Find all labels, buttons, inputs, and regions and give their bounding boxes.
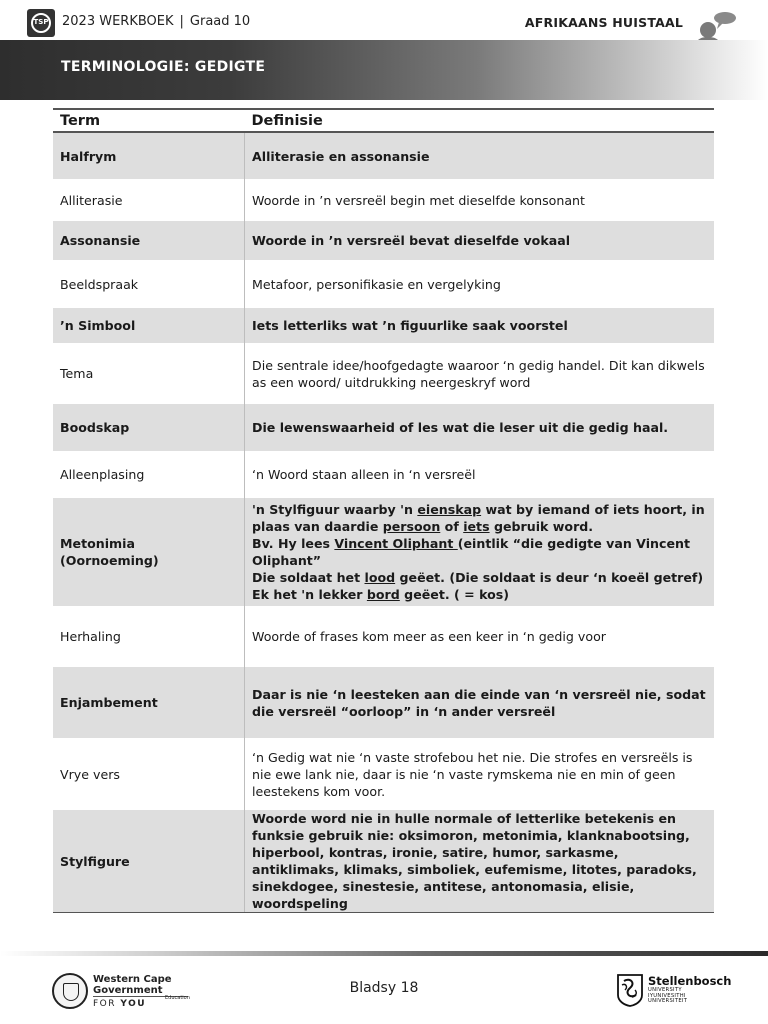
table-row: [53, 810, 714, 913]
definition-cell: ‘n Woord staan alleen in ‘n versreël: [252, 467, 476, 482]
wc-tagline: FOR YOU: [93, 999, 147, 1009]
column-header-definition: Definisie: [245, 109, 715, 132]
term-cell: Metonimia (Oornoeming): [53, 498, 245, 606]
sun-sub-line: UNIVERSITEIT: [648, 998, 688, 1005]
definition-cell: Metafoor, personifikasie en vergelyking: [252, 276, 501, 292]
table-row: [53, 308, 714, 343]
underlined-word: iets: [463, 519, 490, 534]
sun-sub-line: IYUNIVESITHI: [648, 992, 686, 999]
table-row: [53, 738, 714, 810]
definition-cell: 'n Stylfiguur waarby 'n eienskap wat by iemand of iets hoort, in plaas van daardie persoon of iets gebruik word. Bv. Hy lees Vincent Oliphant (eintlik “die gedigte van Vincent Oliphant” Die soldaat het lood geëet. (Die soldaat is deur ‘n koeël getref) Ek het 'n lekker bord geëet. ( = kos): [245, 498, 715, 606]
stellenbosch-logo-icon: [616, 973, 644, 1007]
footer-rule: [0, 951, 768, 956]
definition-cell: Iets letterliks wat ’n figuurlike saak voorstel: [245, 308, 715, 343]
wc-line2: Government: [93, 985, 163, 996]
table-row: [53, 451, 714, 498]
sun-sub-line: UNIVERSITY: [648, 987, 682, 993]
wc-department: Education: [165, 995, 190, 1001]
definition-cell: Die lewenswaarheid of les wat die leser uit die gedig haal.: [245, 404, 715, 451]
table-row: [53, 667, 714, 738]
definition-cell: Woorde in ’n versreël bevat dieselfde vokaal: [245, 221, 715, 260]
grade-label: Graad 10: [189, 14, 251, 29]
underlined-word: persoon: [382, 519, 441, 534]
term-cell: Stylfigure: [53, 810, 245, 913]
tsp-logo-icon: TSP: [27, 9, 55, 37]
term-cell: Assonansie: [53, 221, 245, 260]
section-title: TERMINOLOGIE: GEDIGTE: [61, 59, 266, 75]
table-row: [53, 498, 714, 606]
table-row: [53, 404, 714, 451]
term-cell: Tema: [53, 343, 245, 404]
term-cell: Boodskap: [53, 404, 245, 451]
definition-cell: Woorde of frases kom meer as een keer in ‘n gedig voor: [252, 629, 606, 644]
underlined-word: lood: [364, 570, 396, 585]
page-number: Bladsy 18: [349, 980, 419, 996]
term-cell: Enjambement: [53, 667, 245, 738]
stellenbosch-logo: [616, 972, 732, 1010]
table-row: [53, 179, 714, 221]
term-cell: ’n Simbool: [53, 308, 245, 343]
term-cell: Vrye vers: [53, 738, 245, 810]
definition-cell: Die sentrale idee/hoofgedagte waaroor ‘n gedig handel. Dit kan dikwels as een woord/ uitdrukking neergeskryf word: [252, 357, 705, 390]
definition-cell: ‘n Gedig wat nie ‘n vaste strofebou het nie. Die strofes en versreëls is nie ewe lank nie, daar is nie ‘n vaste rymskema nie en min of geen leestekens kom voor.: [252, 749, 693, 799]
term-cell: Halfrym: [53, 132, 245, 179]
term-cell: Herhaling: [53, 606, 245, 667]
terminology-table: [53, 108, 714, 913]
header-left: [62, 14, 250, 29]
underlined-word: Vincent Oliphant: [334, 536, 458, 551]
definition-cell: Woorde word nie in hulle normale of letterlike betekenis en funksie gebruik nie: oksimoron, metonimia, klanknabootsing, hiperbool, kontras, ironie, satire, humor, sarkasme, antiklimaks, klimaks, simboliek, eufemisme, litotes, paradoks, sinekdogee, sinestesie, antitese, antonomasia, elisie, woordspeling: [245, 810, 715, 913]
table-row: [53, 343, 714, 404]
table-row: [53, 221, 714, 260]
underlined-word: bord: [366, 587, 400, 602]
term-cell: Alleenplasing: [53, 451, 245, 498]
workbook-title: 2023 WERKBOEK: [62, 14, 174, 29]
definition-cell: Daar is nie ‘n leesteken aan die einde van ‘n versreël nie, sodat die versreël “oorloop” in ‘n ander versreël: [245, 667, 715, 738]
term-cell: Beeldspraak: [53, 260, 245, 308]
underlined-word: eienskap: [417, 502, 482, 517]
column-header-term: Term: [53, 109, 245, 132]
wc-line1: Western Cape: [93, 974, 172, 985]
term-cell: Alliterasie: [53, 179, 245, 221]
definition-cell: Woorde in ’n versreël begin met dieselfde konsonant: [252, 192, 585, 208]
definition-cell: Alliterasie en assonansie: [245, 132, 715, 179]
page-header: [0, 0, 768, 40]
table-header-row: [53, 109, 714, 132]
table-row: [53, 260, 714, 308]
header-separator: |: [179, 14, 184, 29]
table-row: [53, 132, 714, 179]
table-row: [53, 606, 714, 667]
subject-label: AFRIKAANS HUISTAAL: [524, 15, 683, 30]
stellenbosch-name: Stellenbosch: [648, 974, 732, 988]
